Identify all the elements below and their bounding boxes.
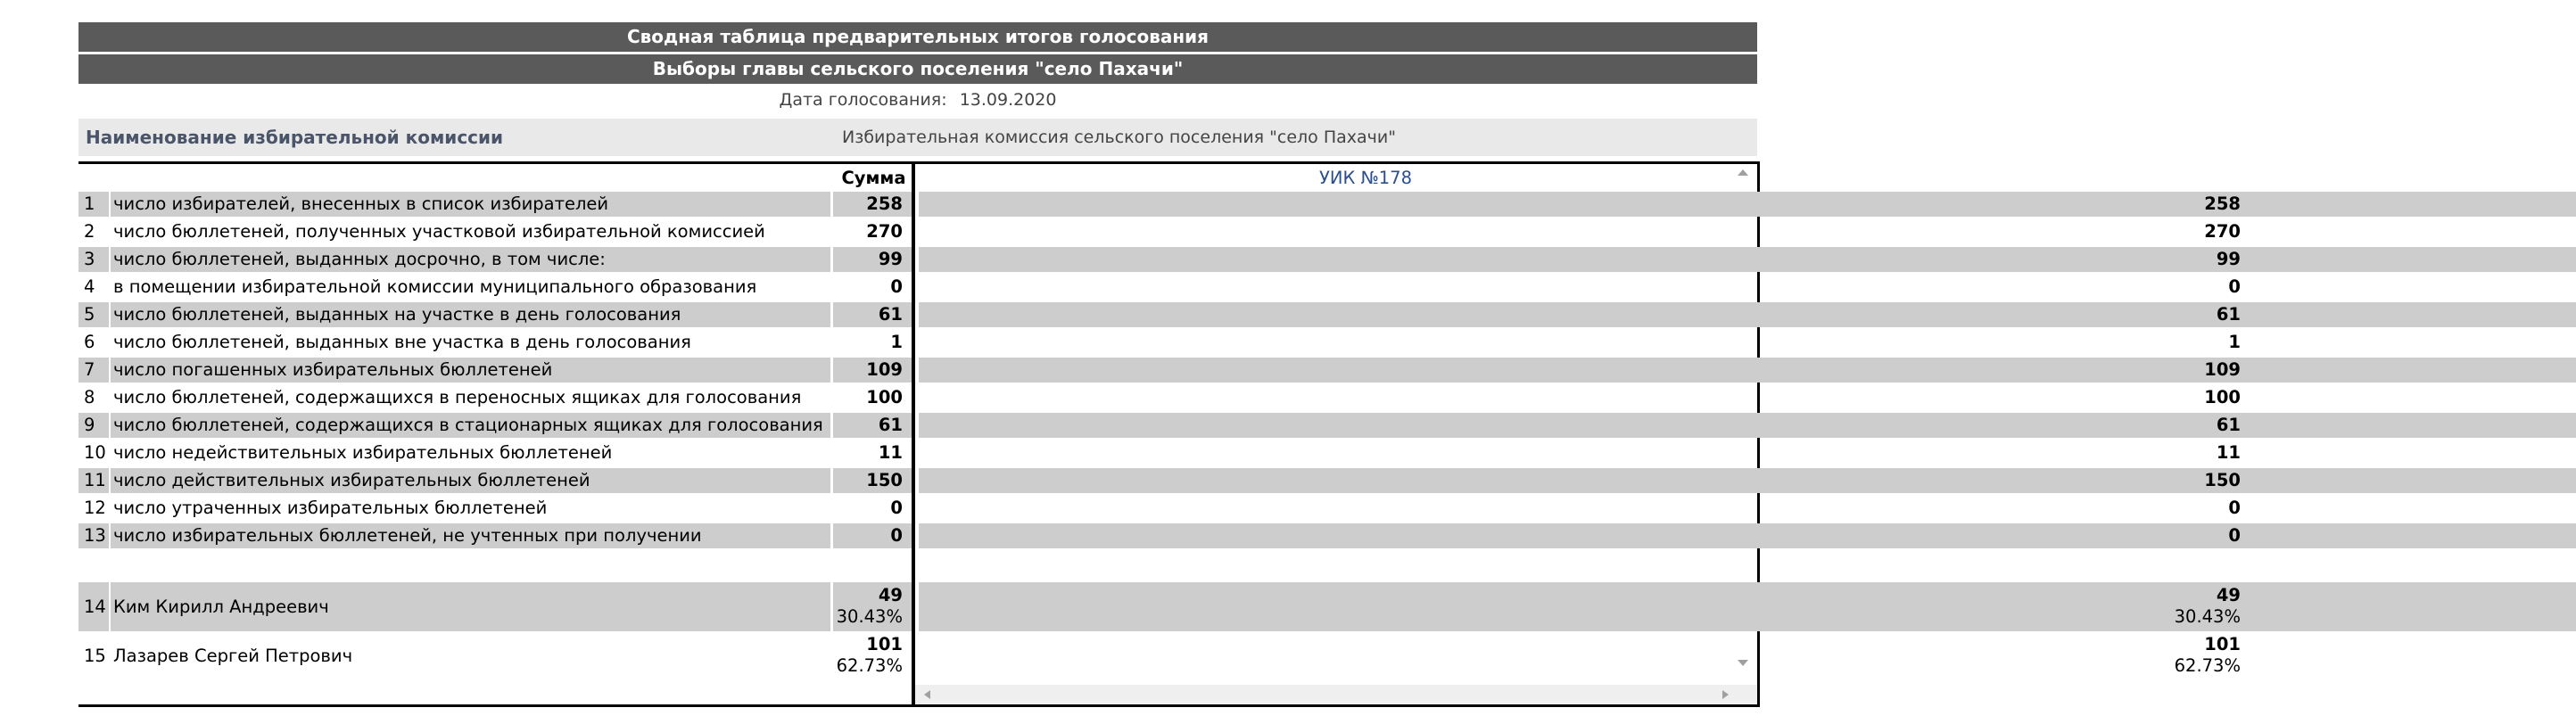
row-label: число недействительных избирательных бюллетеней — [113, 442, 613, 463]
row-sum-value: 109 — [866, 359, 903, 380]
row-number: 9 — [84, 415, 95, 435]
table-row — [78, 385, 912, 410]
row-uik-value: 0 — [2228, 276, 2241, 297]
row-number: 3 — [84, 249, 95, 269]
cell-separator — [830, 330, 833, 355]
row-uik-value: 0 — [2228, 525, 2241, 546]
table-row — [919, 413, 2576, 438]
vote-date — [78, 87, 1757, 112]
table-row — [919, 496, 2576, 521]
commission-value: Избирательная комиссия сельского поселения "село Пахачи" — [842, 128, 1396, 147]
candidate-sum-percent: 62.73% — [836, 655, 903, 676]
table-row — [78, 247, 912, 272]
results-table-summary — [78, 161, 913, 707]
vote-date-value: 13.09.2020 — [959, 90, 1057, 110]
candidate-number: 14 — [84, 597, 106, 617]
row-sum-value: 11 — [878, 442, 903, 463]
table-row — [78, 440, 912, 465]
election-title: Выборы главы сельского поселения "село Пахачи" — [78, 54, 1757, 84]
table-row — [78, 358, 912, 383]
cell-separator — [109, 330, 111, 355]
row-label: число бюллетеней, содержащихся в стационарных ящиках для голосования — [113, 415, 823, 435]
candidate-name: Ким Кирилл Андреевич — [113, 597, 329, 617]
vote-date-label: Дата голосования: — [779, 90, 947, 110]
cell-separator — [830, 385, 833, 410]
cell-separator — [109, 468, 111, 493]
row-uik-value: 100 — [2204, 387, 2241, 407]
row-label: число избирателей, внесенных в список избирателей — [113, 193, 609, 214]
table-row — [919, 358, 2576, 383]
row-number: 12 — [84, 498, 106, 518]
cell-separator — [830, 358, 833, 383]
cell-separator — [830, 192, 833, 217]
row-number: 2 — [84, 221, 95, 242]
candidate-uik-cell — [2175, 634, 2241, 677]
cell-separator — [830, 413, 833, 438]
row-uik-value: 1 — [2228, 332, 2241, 352]
uik-column-header[interactable]: УИК №178 — [1318, 168, 1412, 188]
cell-separator — [109, 219, 111, 244]
row-number: 4 — [84, 276, 95, 297]
candidate-uik-percent: 30.43% — [2174, 606, 2241, 627]
table-row — [919, 192, 2576, 217]
row-sum-value: 61 — [878, 304, 903, 325]
candidate-uik-cell — [2175, 585, 2241, 628]
candidate-number: 15 — [84, 646, 106, 666]
row-sum-value: 0 — [890, 525, 903, 546]
row-sum-value: 0 — [890, 276, 903, 297]
row-uik-value: 11 — [2216, 442, 2241, 463]
table-row — [919, 247, 2576, 272]
table-row — [919, 385, 2576, 410]
row-uik-value: 109 — [2204, 359, 2241, 380]
sum-column-header: Сумма — [841, 168, 906, 188]
row-uik-value: 61 — [2216, 415, 2241, 435]
candidate-row — [78, 631, 912, 680]
cell-separator — [109, 302, 111, 327]
cell-separator — [830, 302, 833, 327]
table-row — [919, 523, 2576, 548]
table-row — [919, 330, 2576, 355]
commission-label: Наименование избирательной комиссии — [86, 127, 504, 148]
row-sum-value: 100 — [866, 387, 903, 407]
row-number: 5 — [84, 304, 95, 325]
table-row — [78, 192, 912, 217]
row-sum-value: 99 — [878, 249, 903, 269]
candidate-sum-votes: 101 — [866, 634, 903, 654]
candidate-uik-percent: 62.73% — [2174, 655, 2241, 676]
cell-separator — [109, 631, 111, 680]
candidate-sum-percent: 30.43% — [836, 606, 903, 627]
table-row — [78, 523, 912, 548]
row-sum-value: 258 — [866, 193, 903, 214]
cell-separator — [109, 192, 111, 217]
cell-separator — [830, 496, 833, 521]
cell-separator — [830, 468, 833, 493]
scroll-right-icon[interactable] — [1722, 690, 1729, 699]
candidate-row — [78, 582, 912, 631]
cell-separator — [109, 275, 111, 300]
table-row — [919, 219, 2576, 244]
cell-separator — [830, 247, 833, 272]
row-number: 10 — [84, 442, 106, 463]
row-label: число погашенных избирательных бюллетеней — [113, 359, 553, 380]
cell-separator — [109, 358, 111, 383]
row-label: в помещении избирательной комиссии муниципального образования — [113, 276, 757, 297]
scroll-down-icon[interactable] — [1738, 660, 1748, 666]
row-label: число избирательных бюллетеней, не учтенных при получении — [113, 525, 702, 546]
cell-separator — [109, 582, 111, 631]
candidate-sum-cell — [837, 585, 903, 628]
cell-separator — [109, 496, 111, 521]
candidate-row — [919, 582, 2576, 631]
candidate-name: Лазарев Сергей Петрович — [113, 646, 353, 666]
row-uik-value: 270 — [2204, 221, 2241, 242]
row-sum-value: 0 — [890, 498, 903, 518]
row-number: 11 — [84, 470, 106, 490]
row-sum-value: 270 — [866, 221, 903, 242]
cell-separator — [109, 413, 111, 438]
table-row — [919, 275, 2576, 300]
scroll-up-icon[interactable] — [1738, 169, 1748, 176]
cell-separator — [830, 582, 833, 631]
row-label: число действительных избирательных бюллетеней — [113, 470, 590, 490]
report-title: Сводная таблица предварительных итогов голосования — [78, 22, 1757, 52]
cell-separator — [830, 440, 833, 465]
row-label: число бюллетеней, выданных на участке в день голосования — [113, 304, 681, 325]
table-row — [78, 330, 912, 355]
cell-separator — [109, 523, 111, 548]
candidate-uik-votes: 49 — [2216, 585, 2241, 605]
row-number: 1 — [84, 193, 95, 214]
commission-row — [78, 119, 1757, 156]
row-uik-value: 150 — [2204, 470, 2241, 490]
table-row — [78, 275, 912, 300]
table-row — [919, 440, 2576, 465]
cell-separator — [830, 523, 833, 548]
row-number: 8 — [84, 387, 95, 407]
candidate-uik-votes: 101 — [2204, 634, 2241, 654]
cell-separator — [830, 219, 833, 244]
row-sum-value: 61 — [878, 415, 903, 435]
row-label: число бюллетеней, полученных участковой избирательной комиссией — [113, 221, 765, 242]
row-uik-value: 61 — [2216, 304, 2241, 325]
row-label: число бюллетеней, содержащихся в переносных ящиках для голосования — [113, 387, 802, 407]
results-table-uik[interactable] — [913, 161, 2241, 707]
row-uik-value: 0 — [2228, 498, 2241, 518]
candidate-sum-cell — [837, 634, 903, 677]
row-uik-value: 99 — [2216, 249, 2241, 269]
row-number: 7 — [84, 359, 95, 380]
cell-separator — [830, 631, 833, 680]
table-row — [919, 302, 2576, 327]
horizontal-scrollbar[interactable] — [915, 685, 1757, 704]
table-row — [78, 496, 912, 521]
table-row — [919, 468, 2576, 493]
table-row — [78, 468, 912, 493]
row-label: число бюллетеней, выданных досрочно, в том числе: — [113, 249, 606, 269]
candidate-row — [919, 631, 2576, 680]
cell-separator — [109, 440, 111, 465]
cell-separator — [830, 275, 833, 300]
row-number: 6 — [84, 332, 95, 352]
cell-separator — [109, 247, 111, 272]
candidate-sum-votes: 49 — [878, 585, 903, 605]
row-uik-value: 258 — [2204, 193, 2241, 214]
row-sum-value: 150 — [866, 470, 903, 490]
scroll-left-icon[interactable] — [924, 690, 930, 699]
row-sum-value: 1 — [890, 332, 903, 352]
table-row — [78, 302, 912, 327]
row-label: число утраченных избирательных бюллетеней — [113, 498, 548, 518]
row-label: число бюллетеней, выданных вне участка в день голосования — [113, 332, 691, 352]
table-row — [78, 413, 912, 438]
table-row — [78, 219, 912, 244]
cell-separator — [109, 385, 111, 410]
row-number: 13 — [84, 525, 106, 546]
